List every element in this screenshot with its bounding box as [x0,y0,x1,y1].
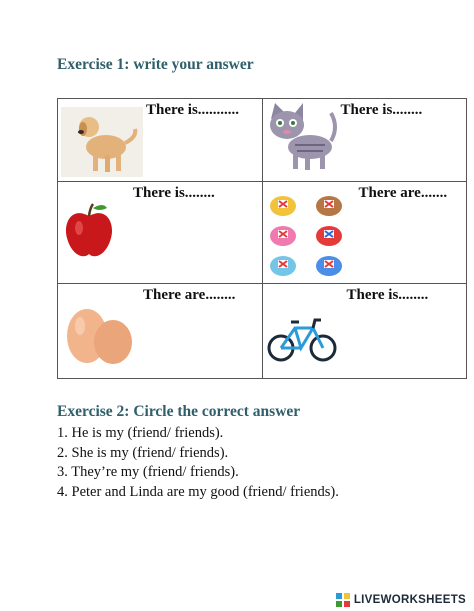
exercise-2-heading: Exercise 2: Circle the correct answer [57,403,301,420]
cell-caps [262,182,467,284]
liveworksheets-logo-icon [336,593,350,607]
liveworksheets-brand: LIVEWORKSHEETS [353,594,466,606]
list-item: 4. Peter and Linda are my good (friend/ friends). [57,483,339,500]
bicycle-icon [267,314,337,364]
list-item: 3. They’re my (friend/ friends). [57,464,239,480]
exercise-2-list [57,424,339,502]
caps-icon [265,192,357,280]
cell-apple [58,182,263,284]
cell-caption: There is........ [346,287,429,303]
list-item: 2. She is my (friend/ friends). [57,444,229,461]
cell-dog [58,99,263,182]
apple-icon [63,200,115,260]
cell-caption: There are........ [143,287,236,303]
eggs-icon [63,306,135,366]
cell-caption: There are....... [358,185,448,201]
liveworksheets-logo [336,593,466,607]
cell-eggs [58,284,263,379]
cell-caption: There is........... [146,102,240,118]
cell-caption: There is........ [133,185,215,201]
list-item: 1. He is my (friend/ friends). [57,425,224,441]
cell-cat [262,99,467,182]
cell-caption: There is........ [340,102,423,118]
cat-icon [265,101,340,179]
dog-icon [61,107,143,177]
exercise-1-heading: Exercise 1: write your answer [57,56,254,73]
cell-bicycle [262,284,467,379]
exercise-1-table [57,98,467,379]
